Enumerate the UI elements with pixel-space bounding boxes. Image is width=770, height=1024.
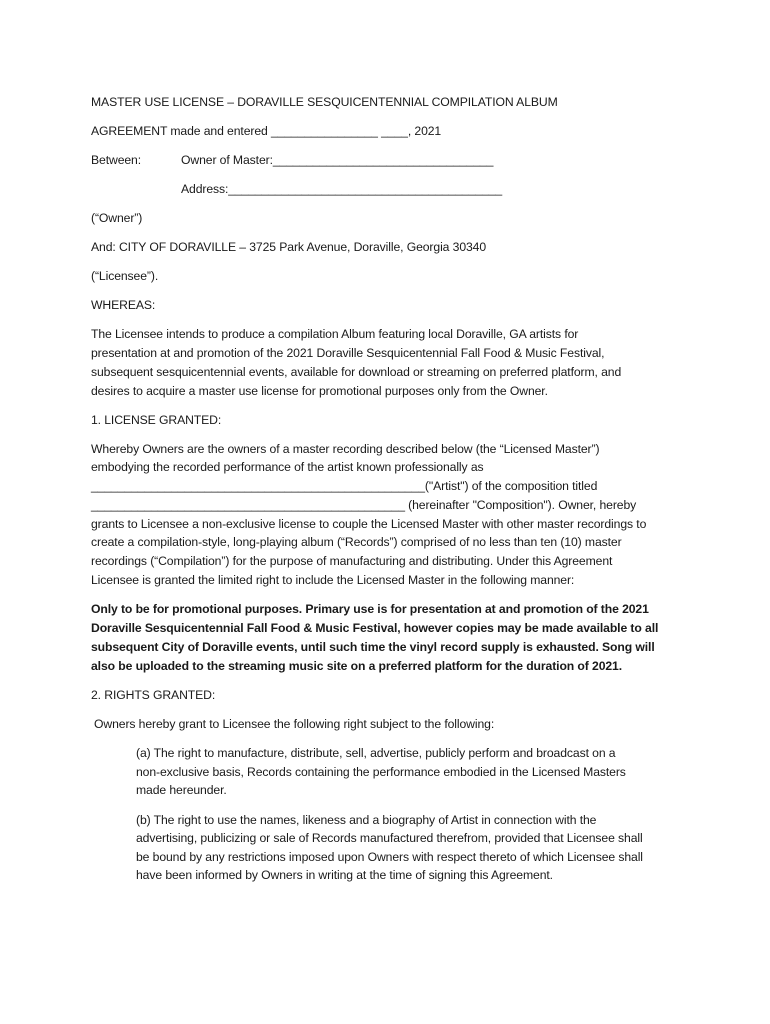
document-title: MASTER USE LICENSE – DORAVILLE SESQUICENTENNIAL COMPILATION ALBUM <box>91 95 558 109</box>
owner-of-master-line: Owner of Master:_________________________________ <box>181 153 494 167</box>
paragraph-line: subsequent sesquicentennial events, available for download or streaming on preferred platform, and <box>91 365 622 379</box>
item-line: made hereunder. <box>136 783 227 797</box>
section-2-intro: Owners hereby grant to Licensee the following right subject to the following: <box>94 717 495 731</box>
address-line: Address:_________________________________________ <box>181 182 503 196</box>
paragraph-line: Licensee is granted the limited right to include the Licensed Master in the following manner: <box>91 573 575 587</box>
paragraph-line: create a compilation-style, long-playing album (“Records”) comprised of no less than ten (10) master <box>91 535 622 549</box>
paragraph-line: desires to acquire a master use license for promotional purposes only from the Owner. <box>91 384 548 398</box>
item-line: (a) The right to manufacture, distribute, sell, advertise, publicly perform and broadcast on a <box>136 746 616 760</box>
item-line: be bound by any restrictions imposed upon Owners with respect thereto of which Licensee shall <box>136 850 643 864</box>
licensee-party-line: And: CITY OF DORAVILLE – 3725 Park Avenue, Doraville, Georgia 30340 <box>91 240 487 254</box>
owner-tag: (“Owner”) <box>91 211 143 225</box>
paragraph-line: recordings (“Compilation”) for the purpose of manufacturing and distributing. Under this Agreement <box>91 554 613 568</box>
paragraph-line: The Licensee intends to produce a compilation Album featuring local Doraville, GA artists for <box>91 327 579 341</box>
section-2-heading: 2. RIGHTS GRANTED: <box>91 688 216 702</box>
paragraph-line: presentation at and promotion of the 2021 Doraville Sesquicentennial Fall Food & Music Festival, <box>91 346 605 360</box>
section-1-heading: 1. LICENSE GRANTED: <box>91 413 222 427</box>
paragraph-line: embodying the recorded performance of the artist known professionally as <box>91 460 484 474</box>
item-line: (b) The right to use the names, likeness and a biography of Artist in connection with the <box>136 813 597 827</box>
bold-paragraph-line: also be uploaded to the streaming music site on a preferred platform for the duration of 2021. <box>91 659 623 673</box>
bold-paragraph-line: subsequent City of Doraville events, until such time the vinyl record supply is exhausted. Song will <box>91 640 655 654</box>
agreement-date-line: AGREEMENT made and entered ________________ ____, 2021 <box>91 124 442 138</box>
bold-paragraph-line: Only to be for promotional purposes. Primary use is for presentation at and promotion of the 2021 <box>91 602 649 616</box>
paragraph-line: grants to Licensee a non-exclusive license to couple the Licensed Master with other master recordings to <box>91 517 647 531</box>
licensee-tag: (“Licensee”). <box>91 269 159 283</box>
bold-paragraph-line: Doraville Sesquicentennial Fall Food & Music Festival, however copies may be made available to all <box>91 621 659 635</box>
item-line: advertising, publicizing or sale of Records manufactured therefrom, provided that Licensee shall <box>136 831 643 845</box>
between-label: Between: <box>91 153 142 167</box>
whereas-heading: WHEREAS: <box>91 298 156 312</box>
item-line: non-exclusive basis, Records containing the performance embodied in the Licensed Masters <box>136 765 626 779</box>
artist-blank-line: __________________________________________________("Artist") of the composition titled <box>91 479 598 493</box>
item-line: have been informed by Owners in writing at the time of signing this Agreement. <box>136 868 553 882</box>
composition-blank-line: _______________________________________________ (hereinafter "Composition"). Owner, hereby <box>91 498 637 512</box>
paragraph-line: Whereby Owners are the owners of a master recording described below (the “Licensed Master”) <box>91 442 600 456</box>
